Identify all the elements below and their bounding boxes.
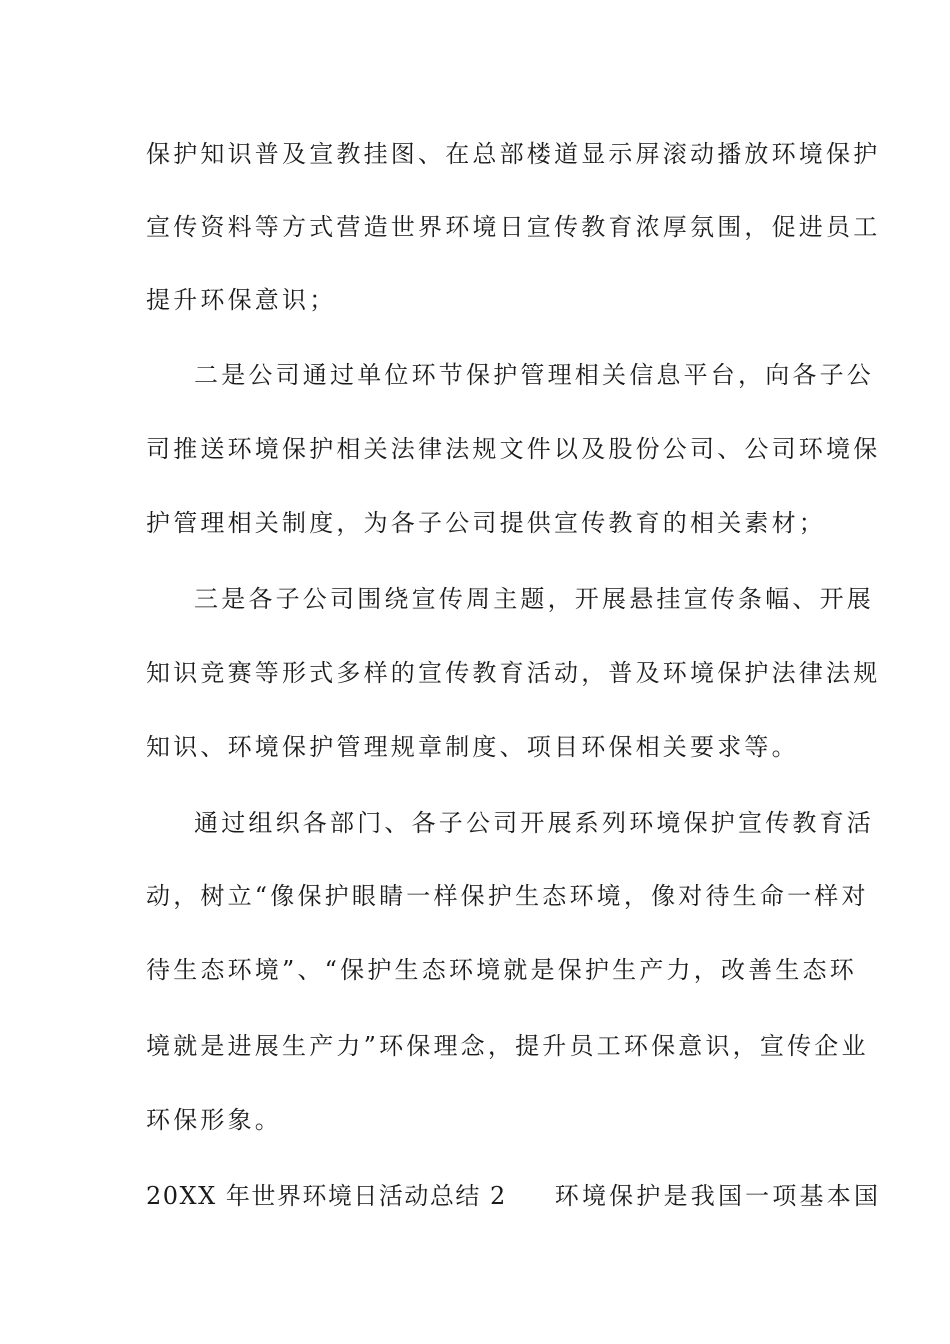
paragraph-4-line-2: 动，树立“像保护眼睛一样保护生态环境，像对待生命一样对 <box>146 882 869 910</box>
paragraph-3-line-2: 知识竞赛等形式多样的宣传教育活动，普及环境保护法律法规 <box>146 659 881 687</box>
paragraph-2-line-1: 二是公司通过单位环节保护管理相关信息平台，向各子公 <box>194 361 874 389</box>
paragraph-4-line-1: 通过组织各部门、各子公司开展系列环境保护宣传教育活 <box>194 809 874 837</box>
paragraph-2-line-2: 司推送环境保护相关法律法规文件以及股份公司、公司环境保 <box>146 435 881 463</box>
section-2-heading-line <box>146 1181 882 1211</box>
paragraph-1-line-3: 提升环保意识； <box>146 286 337 314</box>
paragraph-4-line-3: 待生态环境”、“保护生态环境就是保护生产力，改善生态环 <box>146 956 857 984</box>
section-2-title: 20XX 年世界环境日活动总结 2 <box>146 1182 507 1210</box>
paragraph-4-line-4: 境就是进展生产力”环保理念，提升员工环保意识，宣传企业 <box>146 1032 869 1060</box>
paragraph-1-line-1: 保护知识普及宣教挂图、在总部楼道显示屏滚动播放环境保护 <box>146 140 881 168</box>
paragraph-3-line-1: 三是各子公司围绕宣传周主题，开展悬挂宣传条幅、开展 <box>194 585 874 613</box>
paragraph-3-line-3: 知识、环境保护管理规章制度、项目环保相关要求等。 <box>146 733 799 761</box>
paragraph-4-line-5: 环保形象。 <box>146 1106 282 1134</box>
paragraph-1-line-2: 宣传资料等方式营造世界环境日宣传教育浓厚氛围，促进员工 <box>146 213 881 241</box>
section-2-first-line: 环境保护是我国一项基本国 <box>554 1182 882 1210</box>
paragraph-2-line-3: 护管理相关制度，为各子公司提供宣传教育的相关素材； <box>146 509 826 537</box>
